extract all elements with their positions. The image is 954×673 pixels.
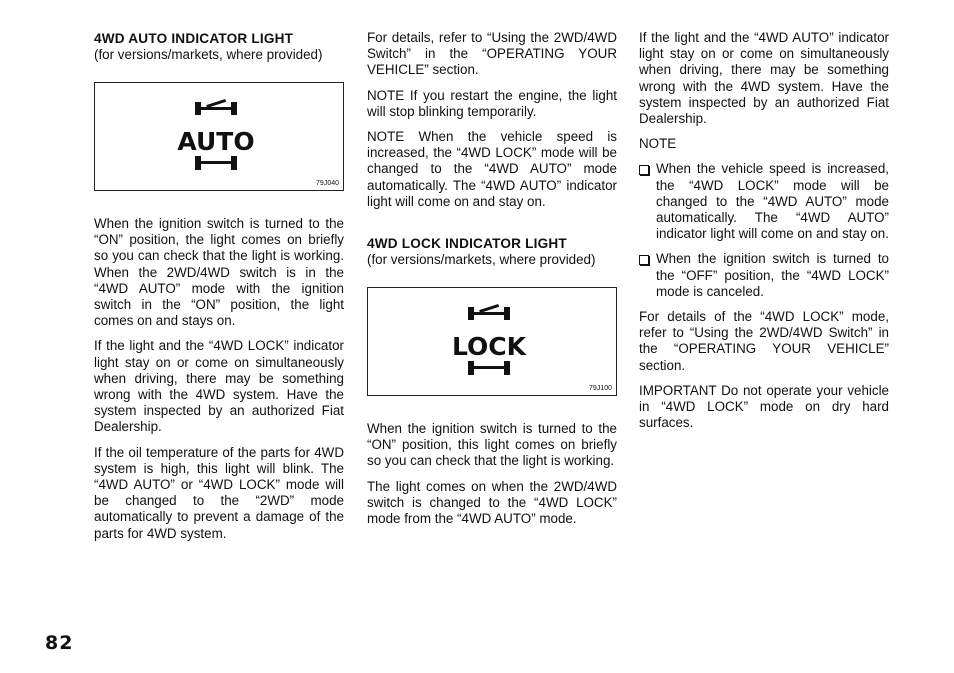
checkbox-bullet-icon: [639, 165, 649, 175]
bullet-text: When the vehicle speed is increased, the “4WD LOCK” mode will be changed to the “4WD AUTO” mode automatically. The “4WD AUTO” indicator light will come on and stay on.: [656, 161, 889, 242]
paragraph: For details of the “4WD LOCK” mode, refer to “Using the 2WD/4WD Switch” in the “OPERATING YOUR VEHICLE” section.: [639, 309, 889, 373]
paragraph: When the ignition switch is turned to the “ON” position, the light comes on briefly so you can check that the light is working. When the 2WD/4WD switch is in the “4WD AUTO” mode with the ignition switch in the “ON” position, the light comes on and stays on.: [94, 216, 344, 329]
paragraph: NOTE If you restart the engine, the light will stop blinking temporarily.: [367, 87, 617, 119]
checkbox-bullet-icon: [639, 255, 649, 265]
column-1: [94, 30, 344, 551]
paragraph: NOTE When the vehicle speed is increased, the “4WD LOCK” mode will be changed to the “4WD AUTO” mode automatically. The “4WD AUTO” indicator light will come on and stay on.: [367, 129, 617, 209]
bullet-text: When the ignition switch is turned to the “OFF” position, the “4WD LOCK” mode is canceled.: [656, 251, 889, 299]
figure-label-auto: AUTO: [177, 127, 255, 156]
paragraph: If the light and the “4WD AUTO” indicator light stay on or come on simultaneously when driving, there may be something wrong with the 4WD system. Have the system inspected by an authorized Fiat Dealership.: [639, 30, 889, 127]
column-2: [367, 30, 617, 536]
subheading-4wd-auto: (for versions/markets, where provided): [94, 47, 323, 62]
paragraph: IMPORTANT Do not operate your vehicle in “4WD LOCK” mode on dry hard surfaces.: [639, 382, 889, 431]
note-bullet: [639, 251, 889, 300]
4wd-auto-icon: [177, 98, 255, 172]
paragraph: For details, refer to “Using the 2WD/4WD Switch” in the “OPERATING YOUR VEHICLE” section.: [367, 30, 617, 78]
note-bullet: [639, 161, 889, 242]
note-label: NOTE: [639, 136, 677, 152]
paragraph: When the ignition switch is turned to the “ON” position, this light comes on briefly so you can check that the light is working.: [367, 421, 617, 469]
figure-label-lock: LOCK: [451, 332, 527, 362]
heading-4wd-lock: 4WD LOCK INDICATOR LIGHT: [367, 236, 567, 252]
column-3: [639, 30, 889, 440]
figure-code: 79J100: [589, 385, 612, 393]
subheading-4wd-lock: (for versions/markets, where provided): [367, 252, 596, 268]
paragraph: The light comes on when the 2WD/4WD switch is changed to the “4WD LOCK” mode from the “4WD AUTO” mode.: [367, 478, 617, 527]
figure-4wd-auto: [94, 82, 344, 191]
paragraph: If the oil temperature of the parts for 4WD system is high, this light will blink. The “4WD AUTO” or “4WD LOCK” mode will be changed to the “2WD” mode automatically to prevent a damage of the parts for 4WD system.: [94, 444, 344, 541]
page-number: 82: [45, 632, 74, 654]
4wd-lock-icon: [451, 303, 527, 377]
heading-4wd-auto: 4WD AUTO INDICATOR LIGHT: [94, 31, 294, 46]
figure-code: 79J040: [316, 180, 339, 187]
figure-4wd-lock: [367, 287, 617, 396]
paragraph: If the light and the “4WD LOCK” indicator light stay on or come on simultaneously when driving, there may be something wrong with the 4WD system. Have the system inspected by an authorized Fiat Dealership.: [94, 338, 344, 435]
